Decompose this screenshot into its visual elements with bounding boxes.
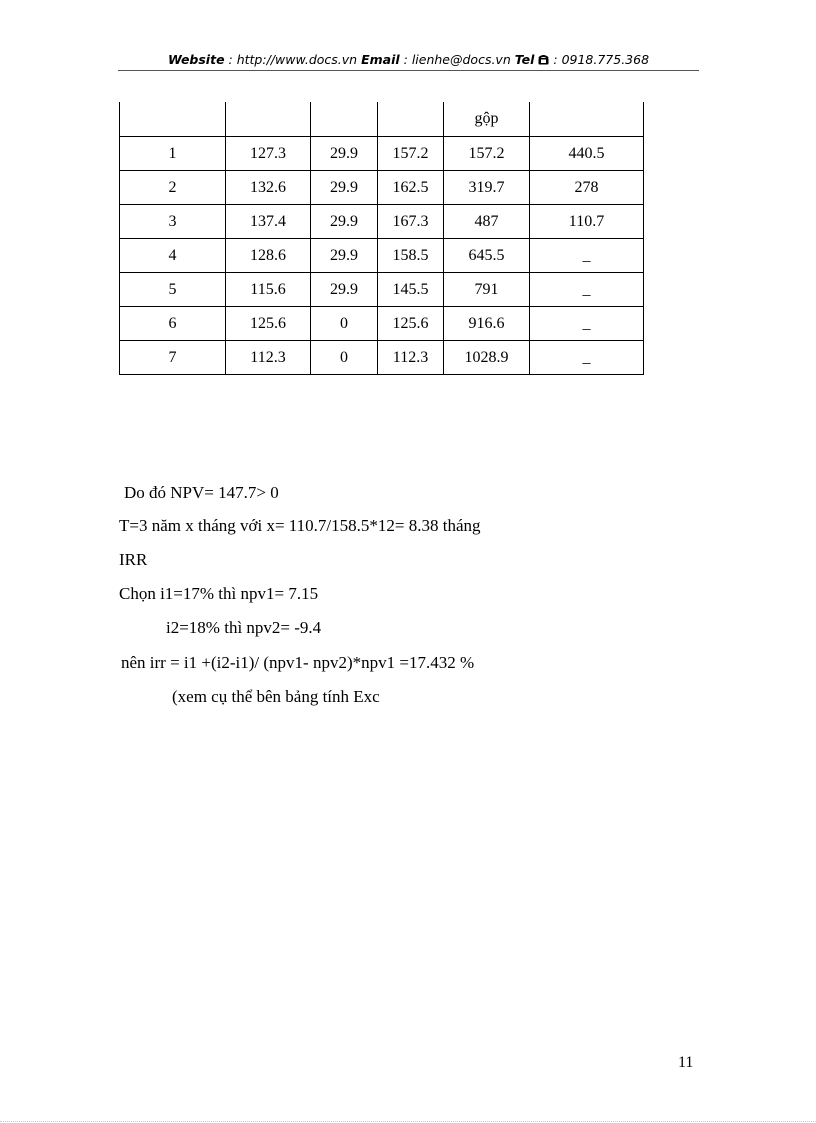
- table-cell: [226, 102, 311, 137]
- table-cell: [120, 102, 226, 137]
- website-label: Website: [167, 52, 225, 67]
- irr-choice-1: Chọn i1=17% thì npv1= 7.15: [119, 584, 319, 603]
- table-cell: gộp: [444, 102, 530, 137]
- table-cell: 112.3: [378, 341, 444, 375]
- table-cell: 167.3: [378, 205, 444, 239]
- table-cell: 916.6: [444, 307, 530, 341]
- table-cell: 2: [120, 171, 226, 205]
- table-cell: 128.6: [226, 239, 311, 273]
- table-cell: 1028.9: [444, 341, 530, 375]
- page-header: [118, 52, 699, 67]
- excel-note: (xem cụ thể bên bảng tính Exc: [172, 687, 380, 706]
- website-value: : http://www.docs.vn: [224, 52, 362, 67]
- table-cell: 6: [120, 307, 226, 341]
- table-cell: 645.5: [444, 239, 530, 273]
- table-cell: 29.9: [311, 137, 378, 171]
- table-cell: 112.3: [226, 341, 311, 375]
- table-cell: 157.2: [378, 137, 444, 171]
- payback-period: T=3 năm x tháng với x= 110.7/158.5*12= 8.38 tháng: [119, 516, 481, 535]
- table-cell: 29.9: [311, 273, 378, 307]
- table-cell: 125.6: [226, 307, 311, 341]
- table-cell: 319.7: [444, 171, 530, 205]
- table-cell: _: [530, 273, 644, 307]
- irr-heading: IRR: [119, 550, 148, 569]
- phone-icon: [538, 52, 549, 67]
- email-value: : lienhe@docs.vn: [399, 52, 515, 67]
- table-row: [120, 307, 644, 341]
- irr-choice-2: i2=18% thì npv2= -9.4: [166, 618, 322, 637]
- table-cell: _: [530, 239, 644, 273]
- table-cell: 791: [444, 273, 530, 307]
- table-row: [120, 341, 644, 375]
- table-header-row: [120, 102, 644, 137]
- tel-label: Tel: [514, 52, 535, 67]
- npv-conclusion: Do đó NPV= 147.7> 0: [124, 483, 279, 502]
- table-cell: 157.2: [444, 137, 530, 171]
- table-cell: 0: [311, 341, 378, 375]
- table-cell: 127.3: [226, 137, 311, 171]
- table-cell: 487: [444, 205, 530, 239]
- table-cell: 3: [120, 205, 226, 239]
- table-cell: 29.9: [311, 239, 378, 273]
- email-label: Email: [361, 52, 400, 67]
- table-cell: 5: [120, 273, 226, 307]
- table-cell: 145.5: [378, 273, 444, 307]
- table-cell: 162.5: [378, 171, 444, 205]
- table-cell: _: [530, 307, 644, 341]
- table-cell: [311, 102, 378, 137]
- table-row: [120, 205, 644, 239]
- table-cell: 1: [120, 137, 226, 171]
- table-cell: 29.9: [311, 171, 378, 205]
- table-cell: 29.9: [311, 205, 378, 239]
- table-row: [120, 273, 644, 307]
- table-cell: 4: [120, 239, 226, 273]
- table-row: [120, 239, 644, 273]
- table-cell: [530, 102, 644, 137]
- table-cell: 110.7: [530, 205, 644, 239]
- table-cell: 0: [311, 307, 378, 341]
- cashflow-table: [119, 102, 644, 375]
- table-cell: 7: [120, 341, 226, 375]
- table-cell: 158.5: [378, 239, 444, 273]
- table-cell: 440.5: [530, 137, 644, 171]
- tel-value: : 0918.775.368: [549, 52, 650, 67]
- table-cell: [378, 102, 444, 137]
- page-bottom-border: [0, 1121, 816, 1122]
- table-cell: 125.6: [378, 307, 444, 341]
- table-cell: 132.6: [226, 171, 311, 205]
- page-number: 11: [678, 1054, 694, 1071]
- table-cell: 115.6: [226, 273, 311, 307]
- table-cell: 278: [530, 171, 644, 205]
- table-row: [120, 171, 644, 205]
- table-row: [120, 137, 644, 171]
- table-cell: _: [530, 341, 644, 375]
- irr-formula: nên irr = i1 +(i2-i1)/ (npv1- npv2)*npv1 =17.432 %: [121, 653, 475, 672]
- header-rule: [118, 70, 699, 71]
- table-cell: 137.4: [226, 205, 311, 239]
